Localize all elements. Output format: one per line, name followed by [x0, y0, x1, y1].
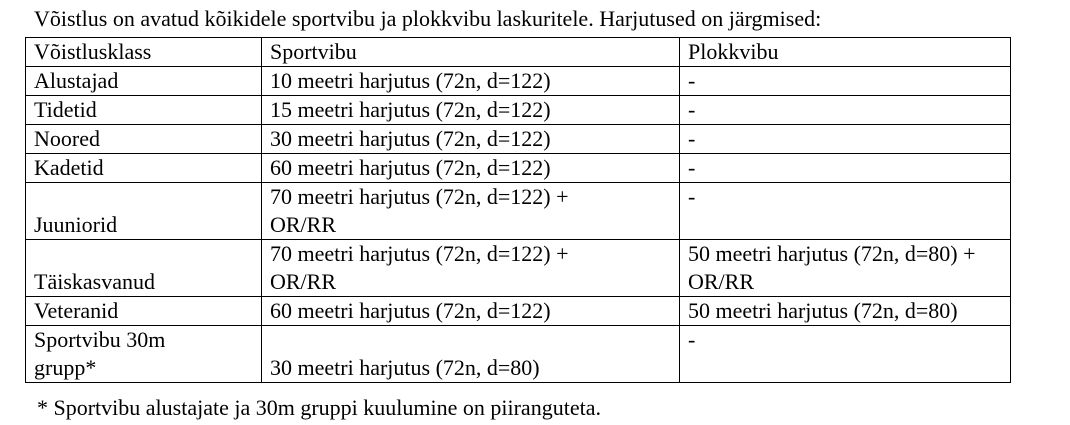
- recurve-cell: 10 meetri harjutus (72n, d=122): [262, 67, 680, 96]
- recurve-cell: 60 meetri harjutus (72n, d=122): [262, 154, 680, 183]
- recurve-cell: 30 meetri harjutus (72n, d=122): [262, 125, 680, 154]
- class-cell: Alustajad: [26, 67, 262, 96]
- intro-text: Võistlus on avatud kõikidele sportvibu ja plokkvibu laskuritele. Harjutused on järgmised:: [34, 6, 822, 31]
- competition-table: [25, 37, 1011, 383]
- table-row: [26, 297, 1011, 326]
- table-row: [26, 183, 1011, 240]
- recurve-cell: 30 meetri harjutus (72n, d=80): [262, 326, 680, 383]
- table-row: [26, 96, 1011, 125]
- class-cell: Veteranid: [26, 297, 262, 326]
- header-cell: Plokkvibu: [680, 38, 1011, 67]
- compound-cell: -: [680, 67, 1011, 96]
- class-cell: Tidetid: [26, 96, 262, 125]
- recurve-cell: 15 meetri harjutus (72n, d=122): [262, 96, 680, 125]
- compound-cell: -: [680, 125, 1011, 154]
- table-row: [26, 240, 1011, 297]
- compound-cell: [680, 240, 1011, 297]
- recurve-text: 70 meetri harjutus (72n, d=122) + OR/RR: [270, 184, 569, 237]
- class-cell: [26, 326, 262, 383]
- recurve-cell: [262, 240, 680, 297]
- header-cell: Võistlusklass: [26, 38, 262, 67]
- compound-cell: -: [680, 183, 1011, 240]
- class-text: Sportvibu 30m grupp*: [34, 327, 166, 380]
- recurve-cell: 60 meetri harjutus (72n, d=122): [262, 297, 680, 326]
- footnote: * Sportvibu alustajate ja 30m gruppi kuulumine on piiranguteta.: [37, 395, 601, 420]
- table-row: [26, 326, 1011, 383]
- class-cell: Noored: [26, 125, 262, 154]
- class-cell: Kadetid: [26, 154, 262, 183]
- recurve-text: 70 meetri harjutus (72n, d=122) + OR/RR: [270, 241, 569, 294]
- table-row: [26, 154, 1011, 183]
- table-row: [26, 125, 1011, 154]
- header-cell: Sportvibu: [262, 38, 680, 67]
- compound-cell: -: [680, 96, 1011, 125]
- compound-text: 50 meetri harjutus (72n, d=80) + OR/RR: [688, 241, 976, 294]
- class-cell: Juuniorid: [26, 183, 262, 240]
- table-header-row: [26, 38, 1011, 67]
- class-cell: Täiskasvanud: [26, 240, 262, 297]
- compound-cell: 50 meetri harjutus (72n, d=80): [680, 297, 1011, 326]
- table-row: [26, 67, 1011, 96]
- recurve-cell: [262, 183, 680, 240]
- compound-cell: -: [680, 326, 1011, 383]
- compound-cell: -: [680, 154, 1011, 183]
